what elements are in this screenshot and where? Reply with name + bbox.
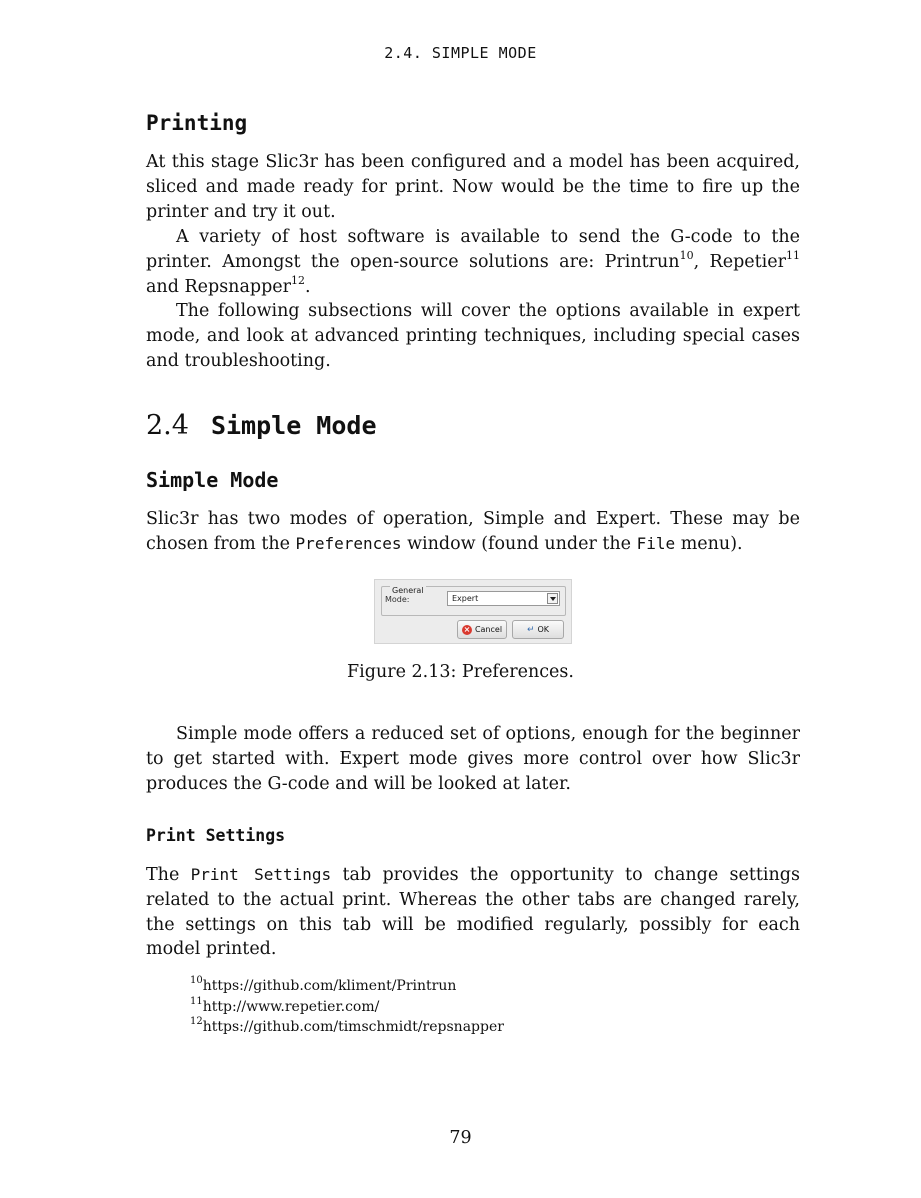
printing-paragraph-1: At this stage Slic3r has been configured and a model has been acquired, sliced and made ready for print. Now would be the time to fire up the printer and try it out. (146, 152, 800, 222)
cancel-button-label: Cancel (474, 625, 503, 634)
footnote-link[interactable]: https://github.com/kliment/Printrun (202, 978, 457, 994)
simple-mode-p1-text-c: menu). (675, 533, 743, 554)
figure-caption: Figure 2.13: Preferences. (347, 662, 574, 682)
subsection-heading-printing: Printing (146, 111, 248, 135)
print-settings-code: Print Settings (190, 865, 332, 884)
print-settings-paragraph (146, 863, 800, 962)
ok-button-label: OK (537, 625, 550, 634)
chevron-down-icon[interactable] (547, 593, 558, 604)
print-settings-text-a: The (146, 865, 191, 885)
simple-mode-p1-text-a: Slic3r has two modes of operation, Simple and Expert. These may be chosen from the (146, 509, 800, 554)
simple-mode-paragraph-2: Simple mode offers a reduced set of options, enough for the beginner to get started with. Expert mode gives more control over how Slic3r produces the G-code and will be looked at later. (146, 724, 800, 794)
footnote-12 (190, 1017, 504, 1038)
footnotes (190, 976, 504, 1038)
footnote-ref-10: 10 (679, 248, 694, 262)
preferences-code: Preferences (295, 533, 402, 553)
section-heading (146, 410, 377, 441)
footnote-11 (190, 997, 504, 1018)
section-number: 2.4 (146, 410, 189, 441)
cancel-button[interactable] (457, 620, 507, 639)
ok-button[interactable] (512, 620, 564, 639)
print-settings-text-b: tab provides the opportunity to change settings related to the actual print. Whereas the other tabs are changed rarely, the settings on this tab will be modified regularly, possibly for each model printed. (146, 865, 800, 960)
printing-paragraph-3: The following subsections will cover the options available in expert mode, and look at advanced printing techniques, including special cases and troubleshooting. (146, 301, 800, 371)
page-number: 79 (449, 1128, 472, 1148)
footnote-link[interactable]: https://github.com/timschmidt/repsnapper (202, 1019, 504, 1035)
mode-select-value: Expert (452, 594, 479, 603)
running-head: 2.4. SIMPLE MODE (384, 44, 537, 62)
subsubsection-heading-print-settings: Print Settings (146, 826, 286, 845)
printing-p2-text-c: and Repsnapper (146, 276, 292, 297)
simple-mode-p1-text-b: window (found under the (401, 533, 637, 554)
footnote-ref-11: 11 (786, 248, 800, 262)
footnote-link[interactable]: http://www.repetier.com/ (202, 998, 380, 1015)
footnote-ref-12: 12 (291, 273, 306, 287)
preferences-dialog-figure (374, 579, 572, 644)
simple-mode-paragraph-1 (146, 507, 800, 557)
printing-p2-text-b: , Repetier (693, 251, 786, 272)
printing-p2-text-d: . (305, 276, 311, 297)
footnote-number: 12 (190, 1016, 203, 1028)
subsection-heading-simple-mode: Simple Mode (146, 468, 279, 492)
mode-label: Mode: (385, 595, 410, 604)
file-code: File (636, 533, 676, 553)
printing-p2-text-a: A variety of host software is available to send the G-code to the printer. Amongst the open-source solutions are: Printrun (146, 227, 800, 272)
printing-paragraph-2 (146, 225, 800, 299)
cancel-icon: × (463, 624, 471, 634)
footnote-number: 10 (190, 975, 203, 987)
ok-icon: ↵ (526, 624, 535, 635)
general-group-label: General (392, 586, 424, 595)
mode-select[interactable] (447, 591, 560, 606)
footnote-number: 11 (190, 995, 203, 1007)
footnote-10 (190, 976, 504, 997)
section-title: Simple Mode (210, 411, 377, 440)
